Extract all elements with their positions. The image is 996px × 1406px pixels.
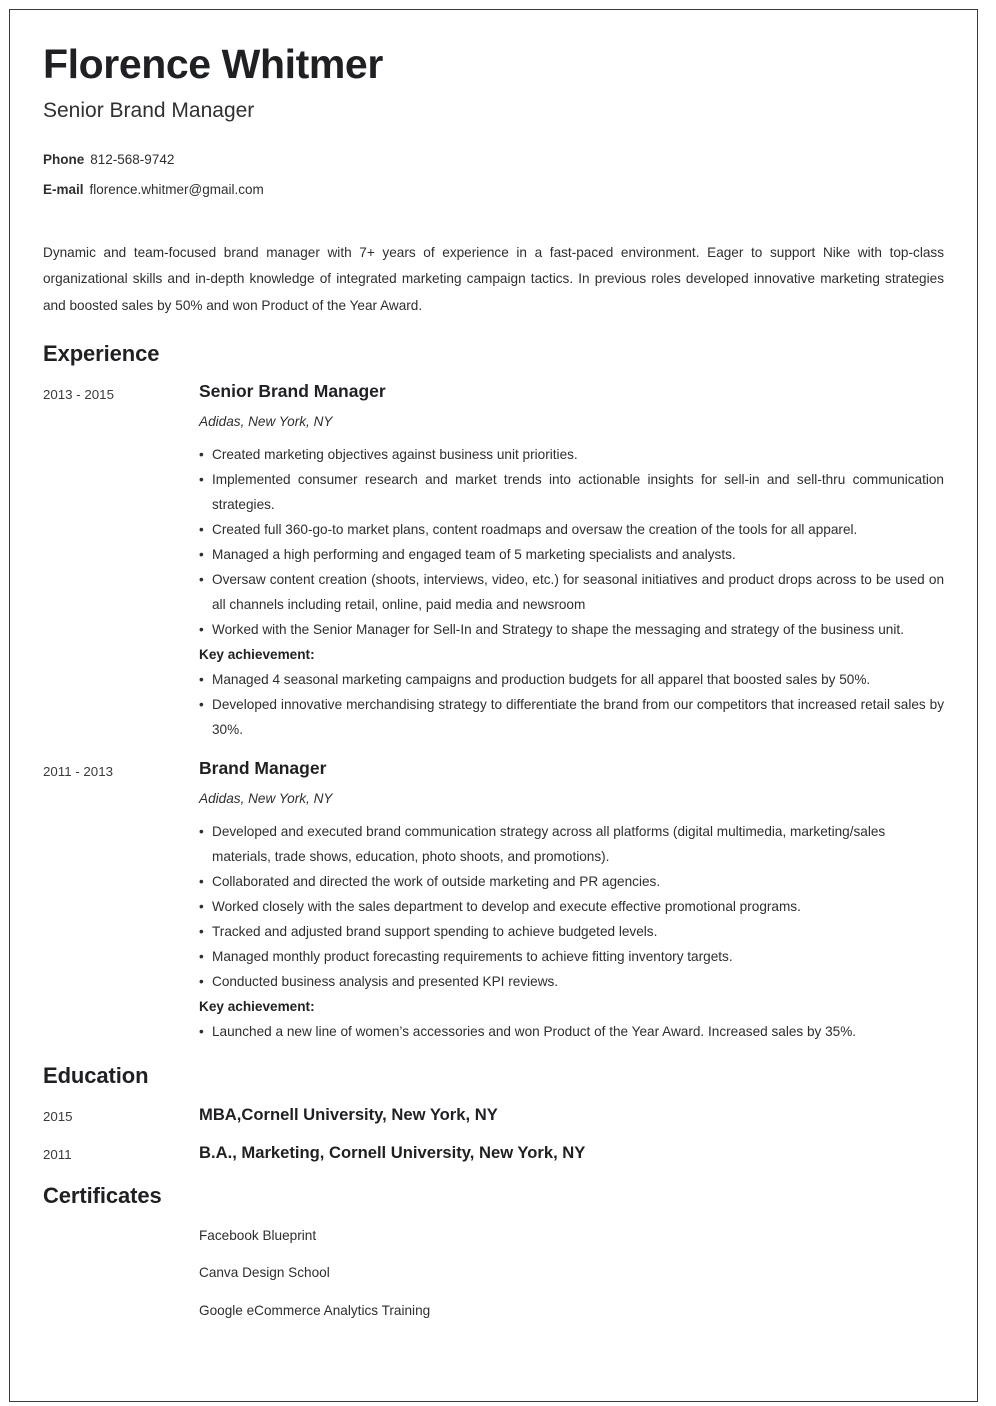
- key-achievement-label: Key achievement:: [199, 646, 315, 662]
- list-item: • Tracked and adjusted brand support spending to achieve budgeted levels.: [199, 919, 944, 944]
- experience-job-title: Brand Manager: [199, 757, 327, 778]
- education-year: 2015: [43, 1108, 73, 1124]
- list-item: • Launched a new line of women’s accessories and won Product of the Year Award. Increased sales by 35%.: [199, 1019, 944, 1044]
- education-entry: [43, 1141, 953, 1164]
- list-item: • Managed 4 seasonal marketing campaigns and production budgets for all apparel that boosted sales by 50%.: [199, 667, 944, 692]
- education-details: [199, 1141, 953, 1164]
- list-item: • Created marketing objectives against business unit priorities.: [199, 442, 944, 467]
- resume-header: [43, 43, 953, 198]
- experience-company: Adidas, New York, NY: [199, 414, 333, 430]
- education-year: 2011: [43, 1147, 72, 1163]
- list-item: Canva Design School: [199, 1265, 330, 1281]
- section-heading-education: Education: [43, 1062, 149, 1088]
- list-item: • Managed monthly product forecasting requirements to achieve fitting inventory targets.: [199, 944, 944, 969]
- education-details: [199, 1103, 953, 1126]
- professional-summary: Dynamic and team-focused brand manager with 7+ years of experience in a fast-paced environment. Eager to support Nike with top-class organizational skills and in-depth knowledge of integrated marketing campaign tactics. In previous roles developed innovative marketing strategies and boosted sales by 50% and won Product of the Year Award.: [43, 244, 944, 313]
- list-item: • Managed a high performing and engaged team of 5 marketing specialists and analysts.: [199, 542, 944, 567]
- education-entry: [43, 1103, 953, 1126]
- experience-entry: [43, 381, 953, 742]
- list-item: • Implemented consumer research and market trends into actionable insights for sell-in and sell-thru communication strategies.: [199, 467, 944, 517]
- list-item: • Conducted business analysis and presented KPI reviews.: [199, 969, 944, 994]
- list-item: • Developed and executed brand communication strategy across all platforms (digital multimedia, marketing/sales materials, trade shows, education, photo shoots, and promotions).: [199, 819, 944, 869]
- list-item: • Collaborated and directed the work of outside marketing and PR agencies.: [199, 869, 944, 894]
- candidate-job-title: Senior Brand Manager: [43, 99, 255, 123]
- certificates-details: [199, 1227, 953, 1320]
- experience-job-title: Senior Brand Manager: [199, 381, 386, 402]
- experience-details: [199, 758, 953, 1044]
- resume-page: [9, 9, 978, 1402]
- contact-phone-label: Phone: [43, 151, 85, 167]
- section-heading-experience: Experience: [43, 341, 160, 367]
- key-achievement-label: Key achievement:: [199, 998, 315, 1014]
- certificates-block: [43, 1227, 953, 1320]
- resume-content: [10, 10, 977, 1320]
- contact-phone: [43, 152, 953, 168]
- list-item: • Oversaw content creation (shoots, interviews, video, etc.) for seasonal initiatives and product drops across to be used on all channels including retail, online, paid media and newsroom: [199, 567, 944, 617]
- experience-details: [199, 381, 953, 742]
- experience-entry: [43, 758, 953, 1044]
- contact-email-label: E-mail: [43, 181, 84, 197]
- list-item: • Worked with the Senior Manager for Sell-In and Strategy to shape the messaging and strategy of the business unit.: [199, 617, 944, 642]
- contact-email-value[interactable]: florence.whitmer@gmail.com: [89, 181, 264, 197]
- contact-phone-value: 812-568-9742: [90, 151, 175, 167]
- list-item: Google eCommerce Analytics Training: [199, 1302, 431, 1318]
- key-achievement-list: [199, 1019, 944, 1044]
- experience-bullet-list: [199, 442, 944, 642]
- certificates-spacer: [43, 1227, 199, 1232]
- list-item: • Worked closely with the sales department to develop and execute effective promotional programs.: [199, 894, 944, 919]
- experience-dates: 2013 - 2015: [43, 387, 114, 403]
- experience-dates: 2011 - 2013: [43, 763, 113, 779]
- experience-company: Adidas, New York, NY: [199, 790, 333, 806]
- contact-email: [43, 182, 953, 198]
- list-item: • Created full 360-go-to market plans, content roadmaps and oversaw the creation of the tools for all apparel.: [199, 517, 944, 542]
- list-item: • Developed innovative merchandising strategy to differentiate the brand from our competitors that increased retail sales by 30%.: [199, 692, 944, 742]
- certificates-list: [199, 1227, 944, 1320]
- key-achievement-list: [199, 667, 944, 742]
- candidate-name: Florence Whitmer: [43, 41, 383, 87]
- education-degree: MBA,Cornell University, New York, NY: [199, 1104, 498, 1124]
- list-item: Facebook Blueprint: [199, 1227, 317, 1243]
- education-degree: B.A., Marketing, Cornell University, New York, NY: [199, 1143, 586, 1163]
- section-heading-certificates: Certificates: [43, 1182, 162, 1208]
- experience-bullet-list: [199, 819, 944, 994]
